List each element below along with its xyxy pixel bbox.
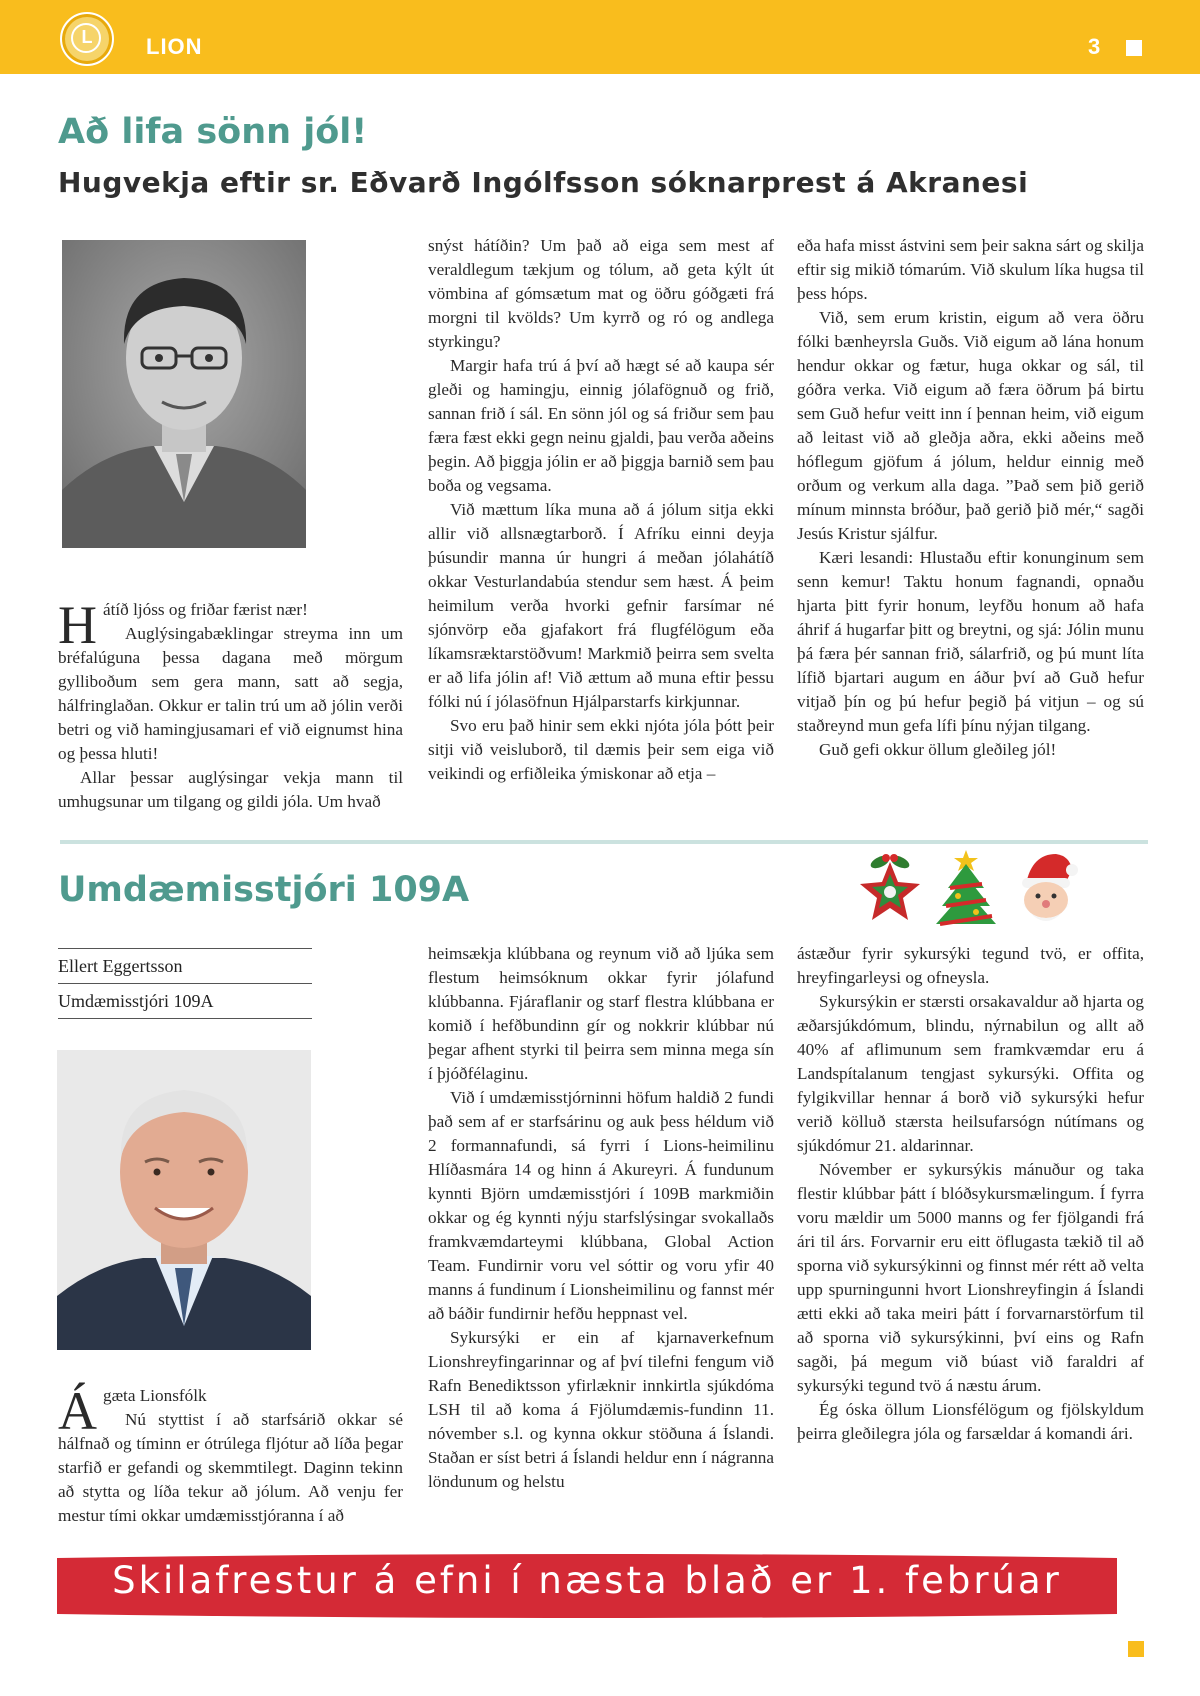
author-role: Umdæmisstjóri 109A bbox=[58, 991, 214, 1011]
drop-cap: H bbox=[58, 595, 97, 655]
article2-paragraph: Nú styttist í að starfsárið okkar sé hálfnað og tíminn er ótrúlega fljótur að líða þegar starfið er gefandi og skemmtilegt. Daginn tekinn að stytta og líða tekur að jólum. Að venju fer mestur tími okkar umdæmisstjóranna í að bbox=[58, 1410, 403, 1525]
article2-paragraph: Sykursýkin er stærsti orsakavaldur að hjarta og æðarsjúkdómum, blindu, nýrnabilun og allt að 40% af aflimunum sem framkvæmdar eru á Landspítalanum tengjast sykursýki. Offita og fylgikvillar hennar á borð við sykursýki hefur verið kölluð stærsta heilsufarsógn nútímans og sjúkdómur 21. aldarinnar. bbox=[797, 992, 1144, 1155]
article2-paragraph: Nóvember er sykursýkis mánuður og taka flestir klúbbar þátt í blóðsykursmælingum. Í fyrra voru mældir um 5000 manns og fer fjölgandi frá ári til árs. Forvarnir eru eitt öflugasta tækið til að sporna við sykursýkinni og finnst mér rétt að velta upp spurningunni hvort Lionshreyfingin á Íslandi ætti ekki að taka meiri þátt í forvarnarstörfum til að sporna við sykursýkinni, því eins og Rafn sagði, þá megum við búast við faraldri af sykursýki tegund tvö á næstu árum. bbox=[797, 1160, 1144, 1395]
article2-paragraph: Ágæta Lionsfólk bbox=[58, 1381, 207, 1441]
deadline-banner bbox=[57, 1552, 1117, 1620]
holly-star-icon bbox=[856, 848, 924, 928]
article2-paragraph: Ég óska öllum Lionsfélögum og fjölskyldum þeirra gleðilegra jóla og farsældar á komandi ári. bbox=[797, 1400, 1144, 1443]
article2-column-3 bbox=[797, 942, 1144, 1446]
article1-paragraph: Hátíð ljóss og friðar færist nær! bbox=[58, 595, 308, 655]
article1-title: Að lifa sönn jól! bbox=[58, 112, 368, 152]
author-byline bbox=[58, 948, 312, 1018]
article2-column-2 bbox=[428, 942, 774, 1494]
article2-paragraph: heimsækja klúbbana og reynum við að ljúka sem flestum heimsóknum okkar fyrir jólafund klúbbanna. Fjáraflanir og starf flestra klúbbana er komið í hefðbundinn gír og nokkrir klúbbar nú þegar afhent styrki til þeirra sem minna mega sín í þjóðfélaginu. bbox=[428, 944, 774, 1083]
article2-title: Umdæmisstjóri 109A bbox=[58, 870, 470, 910]
article2-column-1 bbox=[58, 1381, 403, 1528]
article2-paragraph: ástæður fyrir sykursýki tegund tvö, er offita, hreyfingarleysi og ofneysla. bbox=[797, 944, 1144, 987]
article1-paragraph: Auglýsingabæklingar streyma inn um bréfalúguna þessa dagana með mörgum gylliboðum sem gera mann, satt að segja, hálfringlaðan. Okkur er talin trú um að jólin verði betri og við hamingjusamari ef við eignumst hina og þessa hluti! bbox=[58, 624, 403, 763]
article1-paragraph: snýst hátíðin? Um það að eiga sem mest af veraldlegum tækjum og tólum, að geta kýlt út vömbina af gómsætum mat og öðru góðgæti frá morgni til kvölds? Um kyrrð og ró og andlega styrkingu? bbox=[428, 236, 774, 351]
article1-paragraph: Kæri lesandi: Hlustaðu eftir konunginum sem senn kemur! Taktu honum fagnandi, opnaðu hjarta þitt fyrir honum, leyfðu honum að hafa áhrif á hugarfar þitt og breytni, og sjá: Jólin munu þá færa þér sannan frið, sálarfrið, og þú munt líta lífið bjartari augum en áður því að Guð hefur vitjað þín og þú hefur þegið þá vitjun – og sú staðreynd mun gefa lífi þínu nýjan tilgang. bbox=[797, 548, 1144, 735]
brand-name: LION bbox=[146, 34, 203, 59]
article1-column-1 bbox=[58, 595, 403, 814]
drop-cap: Á bbox=[58, 1381, 97, 1441]
article1-paragraph: Svo eru það hinir sem ekki njóta jóla þótt þeir sitji við veisluborð, til dæmis þeir sem eiga við veikindi og erfiðleika ýmiskonar að etja – bbox=[428, 716, 774, 783]
author-name: Ellert Eggertsson bbox=[58, 956, 183, 976]
byline-rule-bottom bbox=[58, 1018, 312, 1019]
page-number: 3 bbox=[1088, 34, 1101, 59]
article1-paragraph: eða hafa misst ástvini sem þeir sakna sárt og skilja eftir sig mikið tómarúm. Við skulum líka hugsa til þess hóps. bbox=[797, 236, 1145, 303]
header-bar bbox=[0, 0, 1200, 74]
lions-logo bbox=[60, 12, 114, 66]
article2-paragraph: Sykursýki er ein af kjarnaverkefnum Lionshreyfingarinnar og af því tilefni fengum við Rafn Benediktsson yfirlæknir innkirtla sjúkdóma LSH til að koma á Fjölumdæmis-fundinn 11. nóvember s.l. og kynna okkur stöðuna á Íslandi. Staðan er síst betri á Íslandi heldur enn í nágranna löndunum og helstu bbox=[428, 1328, 774, 1491]
author-photo-ellert bbox=[57, 1050, 311, 1350]
author-photo-edvard bbox=[62, 240, 306, 548]
article1-paragraph: Margir hafa trú á því að hægt sé að kaupa sér gleði og hamingju, einnig jólafögnuð og frið, sannan frið í sál. En sönn jól og sá friður sem þau færa fæst ekki gegn neinu gjaldi, þau verða aðeins þegin. Að þiggja jólin er að þiggja barnið sem þau boða og vegsama. bbox=[428, 356, 774, 495]
santa-icon bbox=[1012, 848, 1080, 928]
article2-paragraph: Við í umdæmisstjórninni höfum haldið 2 fundi það sem af er starfsárinu og auk þess héldum við 2 formannafundi, sá fyrri í Lions-heimilinu Hlíðasmára 14 og hinn á Akureyri. Á fundunum kynnti Björn umdæmisstjóri í 109B markmiðin okkar og ég kynnti nýju starfslýsingar svokallaðs framkvæmdarteymi klúbbana, Global Action Team. Fundirnir voru vel sóttir og voru yfir 40 manns á fundinum í Lionsheimilinu og fannst mér að báðir fundirnir hefðu heppnast vel. bbox=[428, 1088, 774, 1323]
article1-subtitle: Hugvekja eftir sr. Eðvarð Ingólfsson sóknarprest á Akranesi bbox=[58, 166, 1029, 199]
page-corner-square bbox=[1128, 1641, 1144, 1657]
christmas-tree-icon bbox=[932, 848, 1000, 928]
article1-column-2 bbox=[428, 234, 774, 786]
byline-rule-middle bbox=[58, 983, 312, 984]
article1-paragraph: Við mættum líka muna að á jólum sitja ekki allir við allsnægtarborð. Í Afríku einni deyja þúsundir manna úr hungri á meðan jólahátíð okkar Vesturlandabúa stendur sem hæst. Á þeim heimilum verða hvorki gefnir farsímar né sjónvörp eða gjafakort frá flugfélögum eða líkamsræktarstöðvum! Markmið þeirra sem svelta er að lifa jólin af! Við ættum að muna eftir þessu fólki nú í jólasöfnun Hjálparstarfs kirkjunnar. bbox=[428, 500, 774, 711]
banner-text: Skilafrestur á efni í næsta blað er 1. febrúar bbox=[112, 1559, 1062, 1602]
article1-column-3 bbox=[797, 234, 1144, 762]
logo-letter: L bbox=[81, 27, 93, 47]
page-marker-square bbox=[1126, 40, 1142, 56]
article1-paragraph: Við, sem erum kristin, eigum að vera öðru fólki bænheyrsla Guðs. Við eigum að lána honum hendur okkar og fætur, huga okkar og sál, til góðra verka. Við eigum að færa öðrum þá birtu sem Guð hefur veitt inn í þennan heim, við eigum að leitast við að gleðja aðra, ekki aðeins með hóflegum gjöfum á jólum, heldur einnig með orðum og verkum alla daga. ”Það sem þið gerið mínum minnsta bróður, það gerið þið mér,“ sagði Jesús Kristur sjálfur. bbox=[797, 308, 1144, 543]
article1-paragraph: Guð gefi okkur öllum gleðileg jól! bbox=[819, 740, 1057, 759]
article1-paragraph: Allar þessar auglýsingar vekja mann til umhugsunar um tilgang og gildi jóla. Um hvað bbox=[58, 768, 403, 811]
byline-rule-top bbox=[58, 948, 312, 949]
section-divider bbox=[60, 840, 1148, 844]
